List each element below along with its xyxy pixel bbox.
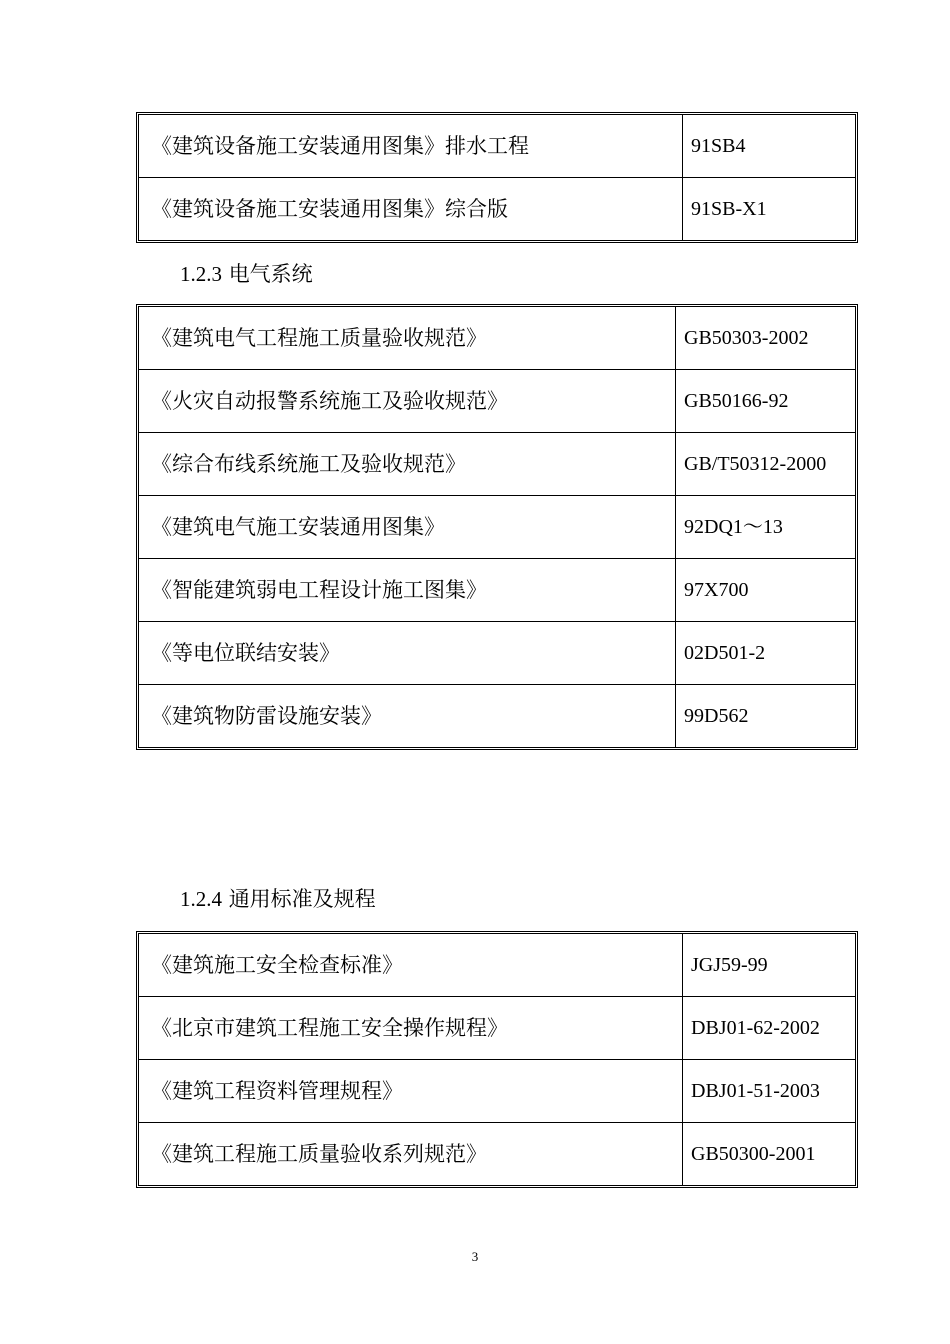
- table-row: [139, 559, 855, 622]
- section-title: 通用标准及规程: [228, 887, 376, 911]
- standard-name: 《建筑施工安全检查标准》: [139, 934, 683, 997]
- section-title: 电气系统: [228, 262, 313, 286]
- standard-code: 91SB4: [683, 115, 855, 178]
- standard-name: 《火灾自动报警系统施工及验收规范》: [139, 370, 676, 433]
- table-row: [139, 115, 855, 178]
- standard-name: 《等电位联结安装》: [139, 622, 676, 685]
- standard-name: 《建筑设备施工安装通用图集》排水工程: [139, 115, 683, 178]
- standard-name: 《建筑工程资料管理规程》: [139, 1060, 683, 1123]
- table-row: [139, 496, 855, 559]
- standard-name: 《建筑电气工程施工质量验收规范》: [139, 307, 676, 370]
- standard-name: 《建筑电气施工安装通用图集》: [139, 496, 676, 559]
- standard-name: 《智能建筑弱电工程设计施工图集》: [139, 559, 676, 622]
- standard-name: 《北京市建筑工程施工安全操作规程》: [139, 997, 683, 1060]
- section-number: 1.2.3: [180, 262, 222, 286]
- standard-code: 91SB-X1: [691, 198, 767, 220]
- standard-name: 《建筑工程施工质量验收系列规范》: [139, 1123, 683, 1185]
- standard-code: DBJ01-62-2002: [683, 997, 855, 1060]
- standard-code: DBJ01-51-2003: [683, 1060, 855, 1123]
- section-heading-general: [180, 889, 376, 910]
- table-row: [139, 178, 855, 240]
- standard-name: 《建筑物防雷设施安装》: [139, 685, 676, 747]
- table-row: [139, 370, 855, 433]
- standard-name: 《综合布线系统施工及验收规范》: [139, 433, 676, 496]
- table-row: [139, 622, 855, 685]
- standard-code: 92DQ1～13: [676, 496, 855, 559]
- table-row: [139, 433, 855, 496]
- table-row: [139, 1123, 855, 1185]
- table-row: [139, 934, 855, 997]
- table-row: [139, 685, 855, 747]
- page-number: 3: [471, 1249, 479, 1264]
- table-row: [139, 997, 855, 1060]
- electrical-standards-table: [136, 304, 858, 750]
- standard-code: GB/T50312-2000: [676, 433, 855, 496]
- general-standards-table: [136, 931, 858, 1188]
- standard-code: 97X700: [676, 559, 855, 622]
- section-number: 1.2.4: [180, 887, 222, 911]
- table-row: [139, 1060, 855, 1123]
- standard-code: GB50166-92: [676, 370, 855, 433]
- section-heading-electrical: [180, 264, 313, 285]
- table-row: [139, 307, 855, 370]
- standard-code: 99D562: [684, 705, 749, 727]
- standard-code: GB50300-2001: [691, 1143, 816, 1165]
- standard-code: 02D501-2: [676, 622, 855, 685]
- standard-code: GB50303-2002: [676, 307, 855, 370]
- standard-name: 《建筑设备施工安装通用图集》综合版: [139, 178, 683, 240]
- drainage-standards-table: [136, 112, 858, 243]
- standard-code: JGJ59-99: [683, 934, 855, 997]
